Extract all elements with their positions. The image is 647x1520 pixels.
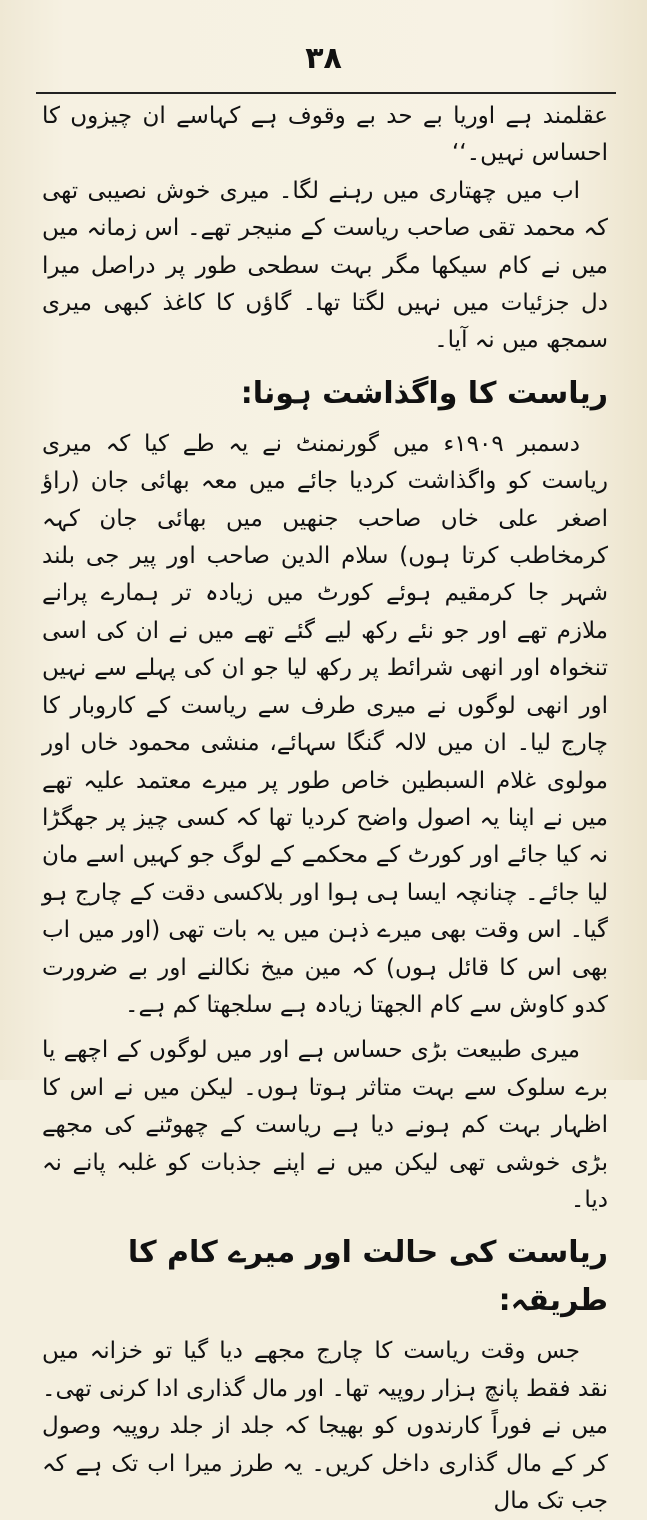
paragraph-5: جس وقت ریاست کا چارج مجھے دیا گیا تو خزانہ میں نقد فقط پانچ ہزار روپیہ تھا۔ اور مال گذاری ادا کرنی تھی۔ میں نے فوراً کارندوں کو بھیجا کہ جلد از جلد روپیہ وصول کر کے مال گذاری داخل کریں۔ یہ طرز میرا اب تک ہے کہ جب تک مال [42,1338,608,1514]
section-heading-1: ریاست کا واگذاشت ہونا: [240,375,608,411]
page-content [42,98,608,1520]
paragraph-4: میری طبیعت بڑی حساس ہے اور میں لوگوں کے اچھے یا برے سلوک سے بہت متاثر ہوتا ہوں۔ لیکن میں نے اس کا اظہار بہت کم ہونے دیا ہے ریاست کے چھوٹنے کی مجھے بڑی خوشی تھی لیکن میں نے اپنے جذبات کو غلبہ پانے نہ دیا۔ [42,1037,608,1213]
page-number: ۳۸ [305,41,342,76]
paragraph-2: اب میں چھتاری میں رہنے لگا۔ میری خوش نصیبی تھی کہ محمد تقی صاحب ریاست کے منیجر تھے۔ اس زمانہ میں میں نے کام سیکھا مگر بہت سطحی طور پر دراصل میرا دل جزئیات میں نہیں لگتا تھا۔ گاؤں کا کاغذ کبھی میری سمجھ میں نہ آیا۔ [42,177,608,354]
section-heading-2: ریاست کی حالت اور میرے کام کا طریقہ: [127,1235,608,1319]
header-rule [36,92,616,94]
paragraph-1: عقلمند ہے اوریا بے حد بے وقوف ہے کہاسے ان چیزوں کا احساس نہیں۔‘‘ [42,103,608,167]
paragraph-3: دسمبر ۱۹۰۹ء میں گورنمنٹ نے یہ طے کیا کہ میری ریاست کو واگذاشت کردیا جائے میں معہ بھائی جان (راؤ اصغر علی خاں صاحب جنھیں میں بھائی جان کہہ کرمخاطب کرتا ہوں) سلام الدین صاحب اور پیر جی بلند شہر جا کرمقیم ہوئے کورٹ میں زیادہ تر ہمارے پرانے ملازم تھے اور جو نئے رکھ لیے گئے تھے میں نے ان کی اسی تنخواہ اور انھی شرائط پر رکھ لیا جو ان کی پہلے سے نہیں اور انھی لوگوں نے میری طرف سے ریاست کے کاروبار کا چارج لیا۔ ان میں لالہ گنگا سہائے، منشی محمود خاں اور مولوی غلام السبطین خاص طور پر میرے معتمد علیہ تھے میں نے اپنا یہ اصول واضح کردیا تھا کہ کسی چیز پر جھگڑا نہ کیا جائے اور کورٹ کے محکمے کے لوگ جو کہیں اسے مان لیا جائے۔ چنانچہ ایسا ہی ہوا اور بلاکسی دقت کے چارج ہو گیا۔ اس وقت بھی میرے ذہن میں یہ بات تھی (اور میں اب بھی اس کا قائل ہوں) کہ مین میخ نکالنے اور بے ضرورت کدو کاوش سے کام الجھتا زیادہ ہے سلجھتا کم ہے۔ [42,430,608,1018]
